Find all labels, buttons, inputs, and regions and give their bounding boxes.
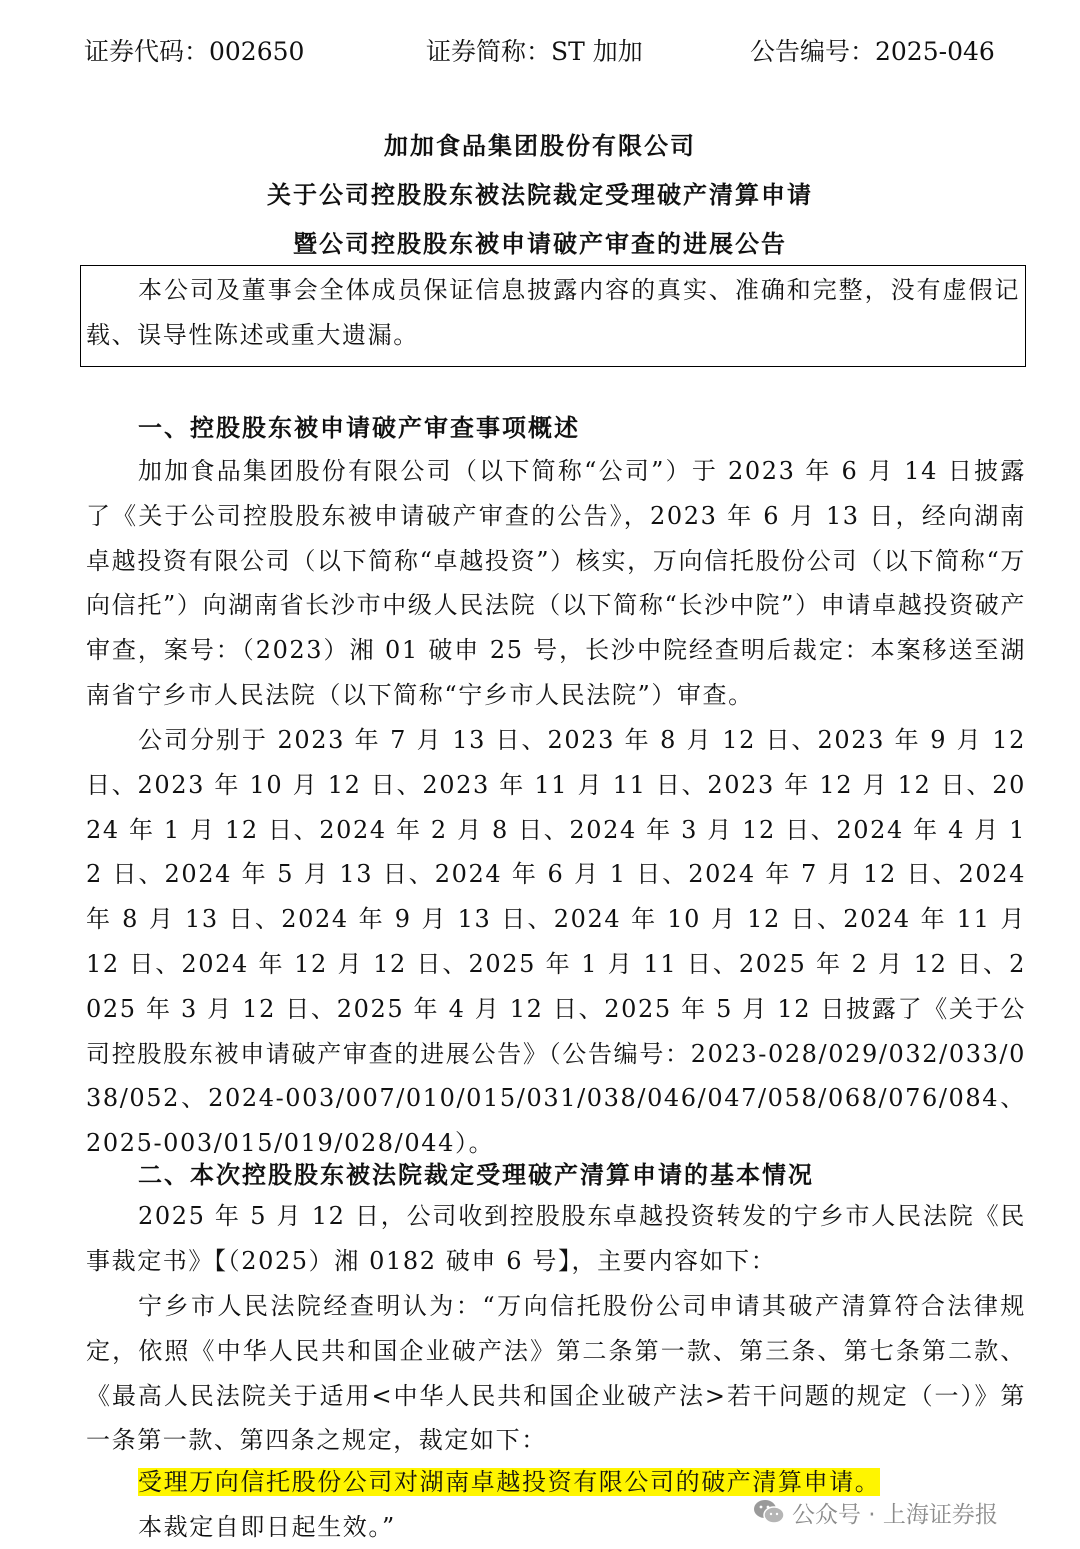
section2-paragraph-1: 2025 年 5 月 12 日，公司收到控股股东卓越投资转发的宁乡市人民法院《民事裁定书》【（2025）湘 0182 破申 6 号】，主要内容如下： [86,1202,1026,1275]
security-code: 证券代码：002650 [84,37,305,66]
highlighted-ruling: 受理万向信托股份公司对湖南卓越投资有限公司的破产清算申请。 [138,1468,881,1496]
notice-title: 关于公司控股股东被法院裁定受理破产清算申请 [267,180,813,209]
effective-line: 本裁定自即日起生效。” [138,1513,396,1541]
section1-paragraph-1: 加加食品集团股份有限公司（以下简称“公司”）于 2023 年 6 月 14 日披露了《关于公司控股股东被申请破产审查的公告》，2023 年 6 月 13 日，经向湖南卓越投资有限公司（以下简称“卓越投资”）核实，万向信托股份公司（以下简称“万向信托”）向湖南省长沙市中级人民法院（以下简称“长沙中院”）申请卓越投资破产审查，案号：（2023）湘 01 破申 25 号，长沙中院经查明后裁定：本案移送至湖南省宁乡市人民法院（以下简称“宁乡市人民法院”）审查。 [86,457,1026,709]
disclaimer-text: 本公司及董事会全体成员保证信息披露内容的真实、准确和完整，没有虚假记载、误导性陈述或重大遗漏。 [86,276,1020,349]
security-short-name: 证券简称：ST 加加 [426,37,643,66]
section1-paragraph-2: 公司分别于 2023 年 7 月 13 日、2023 年 8 月 12 日、2023 年 9 月 12 日、2023 年 10 月 12 日、2023 年 11 月 11 日、2023 年 12 月 12 日、2024 年 1 月 12 日、2024 年 2 月 8 日、2024 年 3 月 12 日、2024 年 4 月 12 日、2024 年 5 月 13 日、2024 年 6 月 1 日、2024 年 7 月 12 日、2024 年 8 月 13 日、2024 年 9 月 13 日、2024 年 10 月 12 日、2024 年 11 月 12 日、2024 年 12 月 12 日、2025 年 1 月 11 日、2025 年 2 月 12 日、2025 年 3 月 12 日、2025 年 4 月 12 日、2025 年 5 月 12 日披露了《关于公司控股股东被申请破产审查的进展公告》（公告编号：2023-028/029/032/033/038/052、2024-003/007/010/015/031/038/046/047/058/068/076/084、2025-003/015/019/028/044）。 [86,726,1026,1158]
notice-subtitle: 暨公司控股股东被申请破产审查的进展公告 [293,229,787,258]
wechat-icon [752,1497,786,1527]
watermark [752,1492,998,1532]
notice-number: 公告编号：2025-046 [750,37,995,66]
section2-heading: 二、本次控股股东被法院裁定受理破产清算申请的基本情况 [138,1160,814,1189]
document-header [84,32,1004,68]
watermark-text: 公众号 · 上海证券报 [792,1501,998,1528]
company-title: 加加食品集团股份有限公司 [384,131,696,160]
section2-paragraph-2: 宁乡市人民法院经查明认为：“万向信托股份公司申请其破产清算符合法律规定，依照《中华人民共和国企业破产法》第二条第一款、第三条、第七条第二款、《最高人民法院关于适用<中华人民共和国企业破产法>若干问题的规定（一）》第一条第一款、第四条之规定，裁定如下： [86,1292,1026,1455]
section1-heading: 一、控股股东被申请破产审查事项概述 [138,413,580,442]
